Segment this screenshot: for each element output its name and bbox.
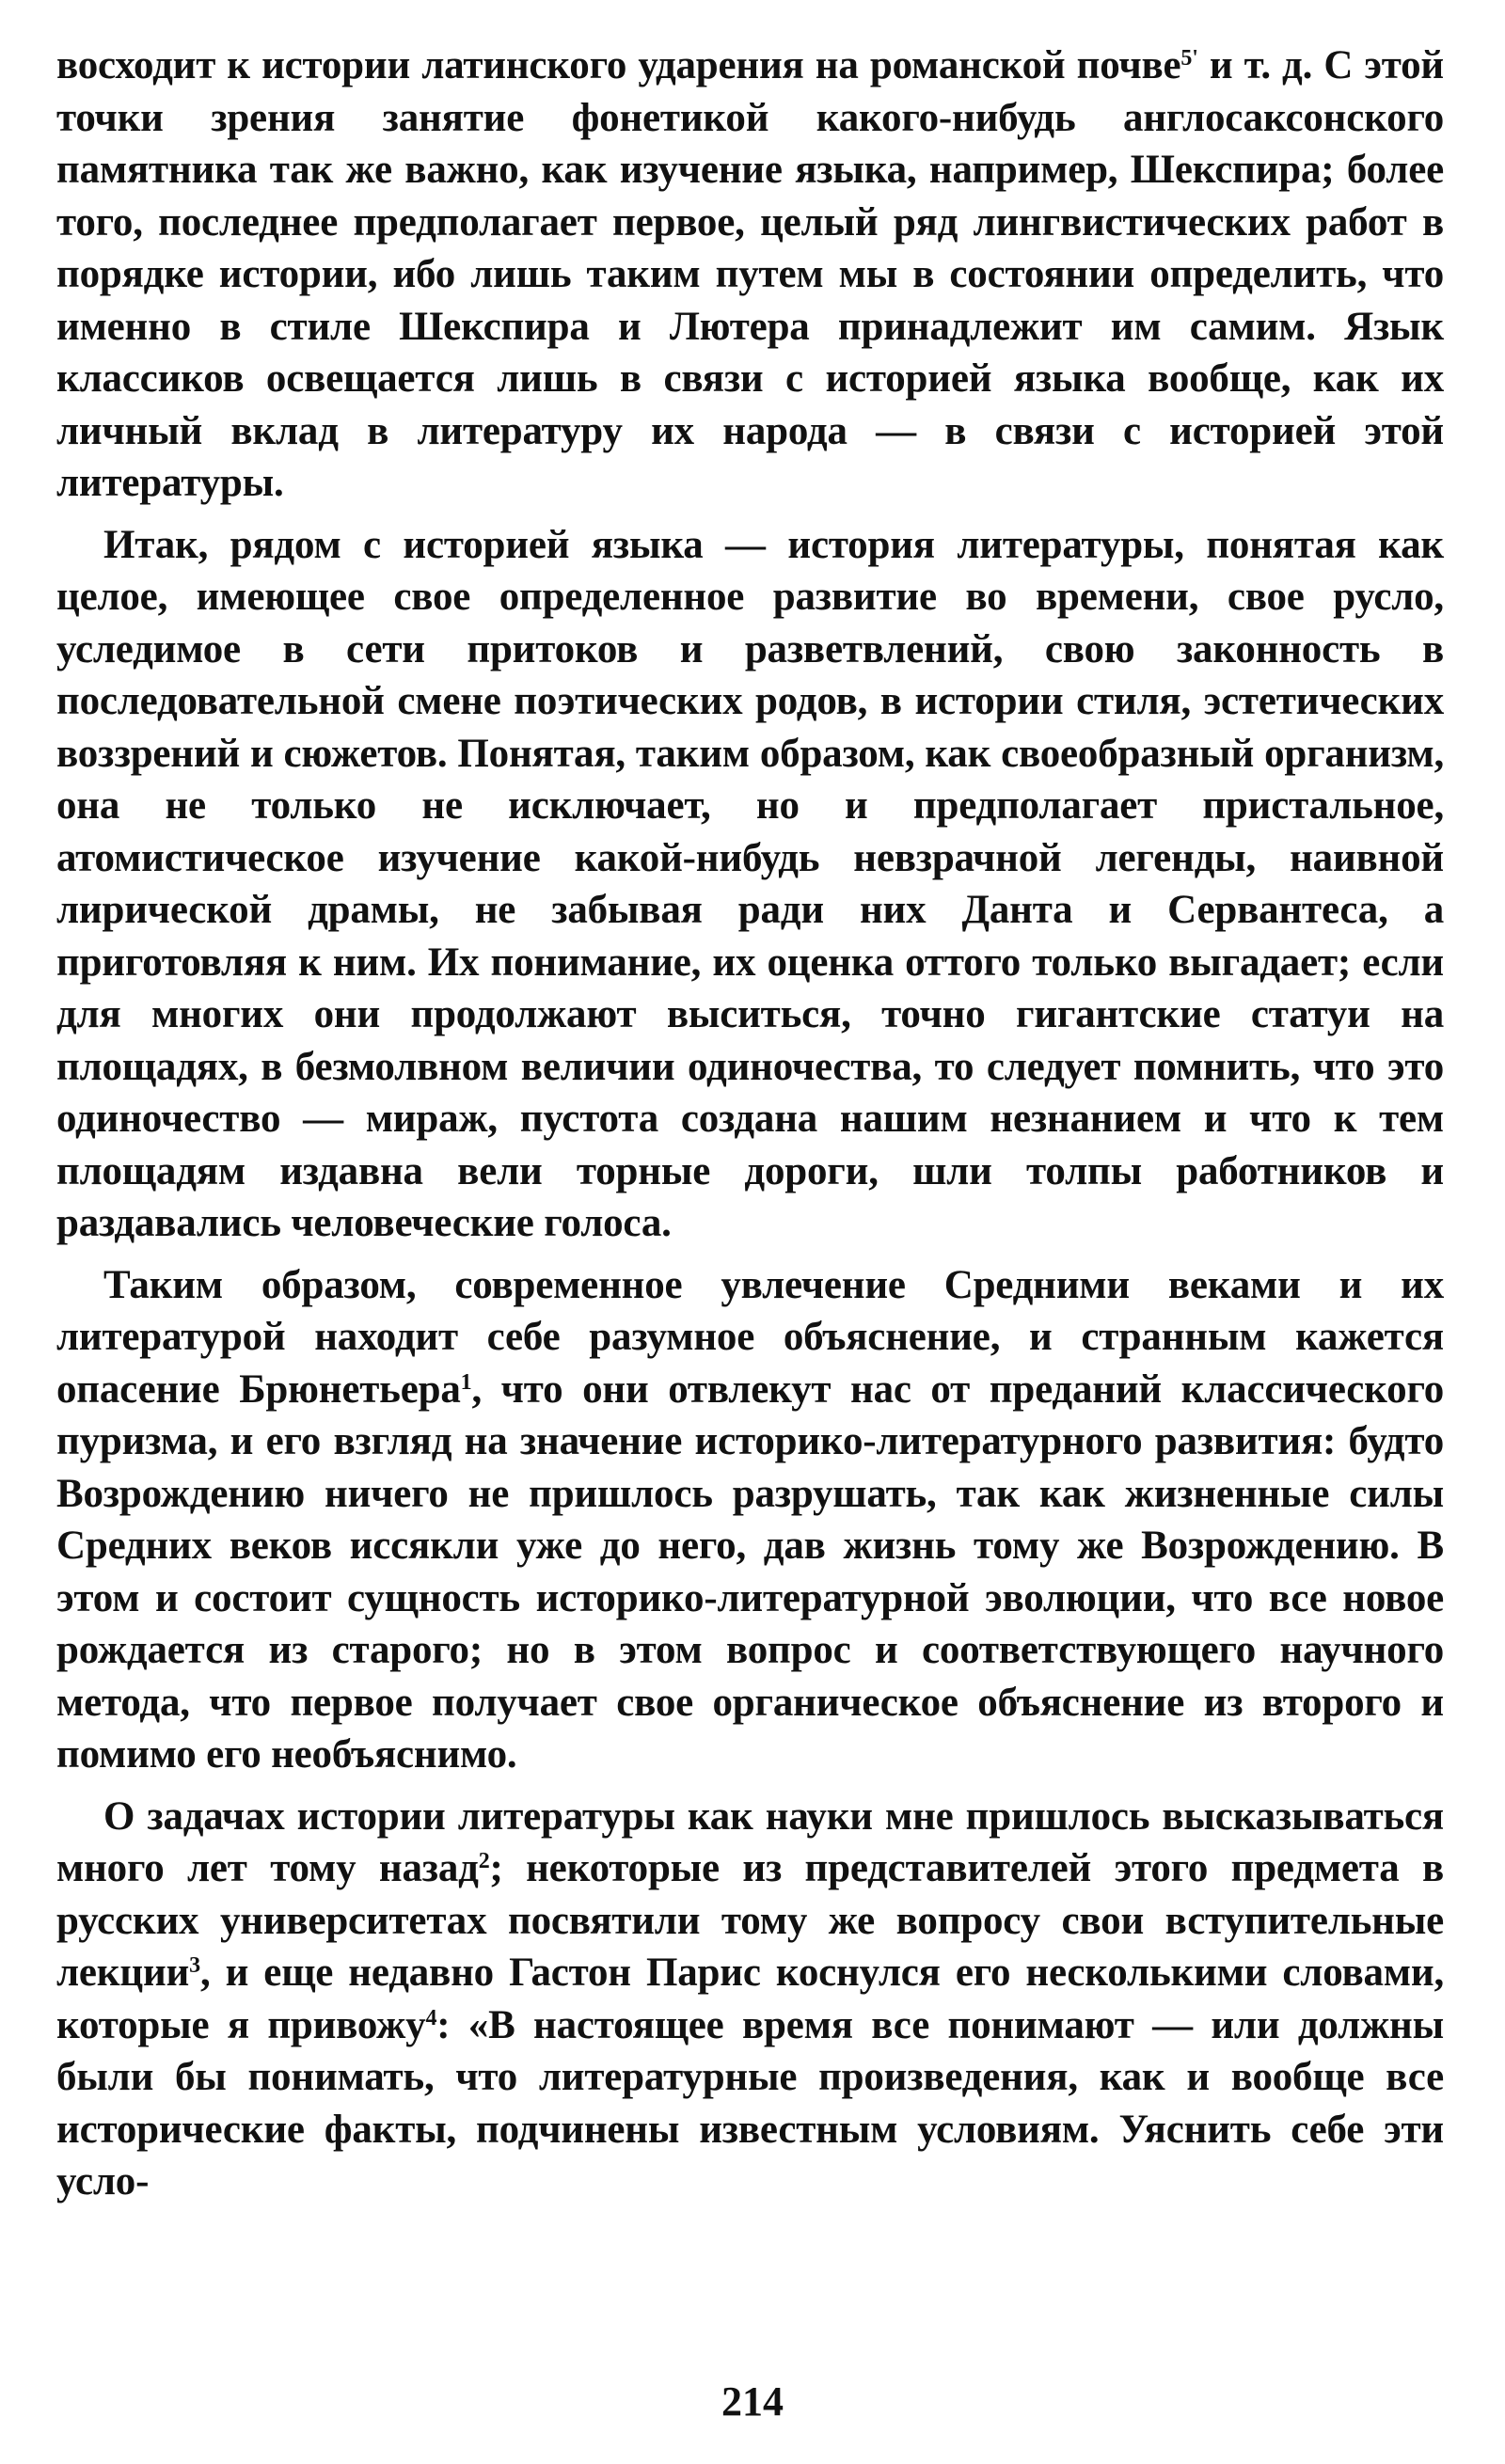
footnote-marker: 4 [425,2005,437,2030]
text-run: : «В настоящее время все понимают — или должны были бы понимать, что литературные произведения, как и вообще все исторические факты, подчинены известным условиям. Уяснить себе эти усло- [56,2002,1444,2203]
footnote-marker: 5' [1180,46,1198,71]
paragraph-4 [56,1791,1444,2208]
text-run: , что они отвлекут нас от преданий классического пуризма, и его взгляд на значение историко-литературного развития: будто Возрождению ничего не пришлось разрушать, так как жизненные силы Средних веков иссякли уже до него, дав жизнь тому же Возрождению. В этом и состоит сущность историко-литературной эволюции, что все новое рождается из старого; но в этом вопрос и соответствующего научного метода, что первое получает свое органическое объяснение из второго и помимо его необъяснимо. [56,1366,1445,1777]
footnote-marker: 3 [189,1953,200,1978]
text-run: ; некоторые из представителей этого предмета в русских университетах посвятили тому же вопросу свои вступительные лекции [56,1846,1445,1995]
text-run: и т. д. С этой точки зрения занятие фонетикой какого-нибудь англосаксонского памятника так же важно, как изучение языка, например, Шекспира; более того, последнее предполагает первое, целый ряд лингвистических работ в порядке истории, ибо лишь таким путем мы в состоянии определить, что именно в стиле Шекспира и Лютера принадлежит им самим. Язык классиков освещается лишь в связи с историей языка вообще, как их личный вклад в литературу их народа — в связи с историей этой литературы. [56,43,1444,505]
paragraph-3 [56,1259,1444,1781]
paragraph-1 [56,39,1444,510]
text-run: , и еще недавно Гастон Парис коснулся его несколькими словами, которые я привожу [56,1951,1444,2047]
footnote-marker: 2 [478,1849,490,1873]
footnote-marker: 1 [460,1369,472,1395]
text-run: восходит к истории латинского ударения на романской почве [56,43,1181,87]
text-run: О задачах истории литературы как науки мне пришлось высказываться много лет тому назад [56,1793,1444,1890]
paragraph-2 [56,519,1444,1250]
page-number: 214 [721,2378,784,2425]
text-run: Итак, рядом с историей языка — история литературы, понятая как целое, имеющее свое определенное развитие во времени, свое русло, уследимое в сети притоков и разветвлений, свою законность в последовательной смене поэтических родов, в истории стиля, эстетических воззрений и сюжетов. Понятая, таким образом, как своеобразный организм, она не только не исключает, но и предполагает пристальное, атомистическое изучение какой-нибудь невзрачной легенды, наивной лирической драмы, не забывая ради них Данта и Сервантеса, а приготовляя к ним. Их понимание, их оценка оттого только выгадает; если для многих они продолжают выситься, точно гигантские статуи на площадях, в безмолвном величии одиночества, то следует помнить, что это одиночество — мираж, пустота создана нашим незнанием и что к тем площадям издавна вели торные дороги, шли толпы работников и раздавались человеческие голоса. [56,522,1444,1245]
page-body [56,39,1444,2218]
text-run: Таким образом, современное увлечение Средними веками и их литературой находит себе разумное объяснение, и странным кажется опасение Брюнетьера [56,1262,1444,1412]
text-block [56,39,1444,2208]
